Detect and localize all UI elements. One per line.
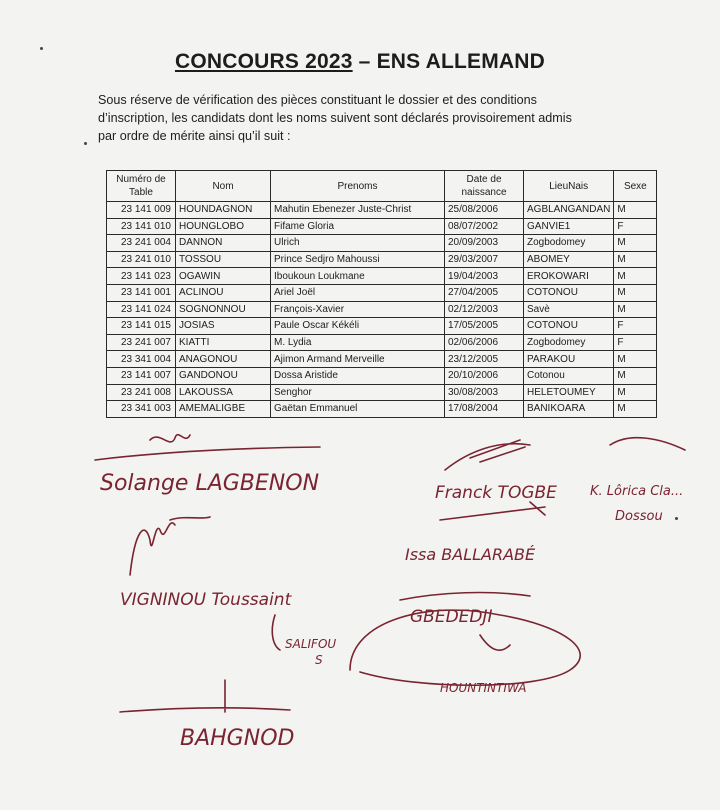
cell-nom: JOSIAS	[176, 318, 271, 335]
paper-speck	[84, 142, 87, 145]
cell-lieu: Savè	[524, 301, 614, 318]
signature-name-9: BAHGNOD	[180, 726, 295, 751]
header-prenoms: Prenoms	[271, 171, 445, 202]
cell-nom: LAKOUSSA	[176, 384, 271, 401]
cell-numero: 23 241 010	[107, 251, 176, 268]
intro-line-1: Sous réserve de vérification des pièces constituant le dossier et des conditions	[98, 93, 537, 107]
cell-lieu: PARAKOU	[524, 351, 614, 368]
cell-date: 17/08/2004	[445, 401, 524, 418]
cell-date: 29/03/2007	[445, 251, 524, 268]
signature-scribble-7	[272, 615, 280, 650]
cell-lieu: COTONOU	[524, 318, 614, 335]
cell-date: 27/04/2005	[445, 284, 524, 301]
cell-sexe: M	[614, 384, 657, 401]
cell-prenoms: Mahutin Ebenezer Juste-Christ	[271, 202, 445, 219]
cell-nom: TOSSOU	[176, 251, 271, 268]
cell-sexe: F	[614, 334, 657, 351]
signature-name-7a: SALIFOU	[285, 637, 337, 651]
cell-date: 20/09/2003	[445, 235, 524, 252]
cell-prenoms: Ariel Joël	[271, 284, 445, 301]
cell-prenoms: Fifame Gloria	[271, 218, 445, 235]
signature-name-8: HOUNTINTIWA	[440, 681, 527, 695]
cell-numero: 23 141 023	[107, 268, 176, 285]
cell-sexe: M	[614, 202, 657, 219]
cell-prenoms: Iboukoun Loukmane	[271, 268, 445, 285]
header-nom: Nom	[176, 171, 271, 202]
signature-scribble-4	[440, 502, 545, 520]
cell-sexe: F	[614, 218, 657, 235]
cell-sexe: M	[614, 235, 657, 252]
paper-speck	[675, 517, 678, 520]
cell-prenoms: Gaëtan Emmanuel	[271, 401, 445, 418]
signature-name-1: Solange LAGBENON	[100, 471, 320, 496]
cell-numero: 23 141 024	[107, 301, 176, 318]
cell-nom: SOGNONNOU	[176, 301, 271, 318]
cell-numero: 23 141 010	[107, 218, 176, 235]
cell-numero: 23 141 001	[107, 284, 176, 301]
cell-nom: ANAGONOU	[176, 351, 271, 368]
cell-prenoms: Senghor	[271, 384, 445, 401]
cell-numero: 23 141 007	[107, 367, 176, 384]
cell-date: 02/06/2006	[445, 334, 524, 351]
cell-date: 17/05/2005	[445, 318, 524, 335]
cell-prenoms: François-Xavier	[271, 301, 445, 318]
intro-line-3: par ordre de mérite ainsi qu’il suit :	[98, 129, 291, 143]
cell-sexe: M	[614, 284, 657, 301]
cell-lieu: COTONOU	[524, 284, 614, 301]
cell-lieu: EROKOWARI	[524, 268, 614, 285]
header-sexe: Sexe	[614, 171, 657, 202]
cell-numero: 23 341 003	[107, 401, 176, 418]
cell-sexe: M	[614, 301, 657, 318]
cell-nom: HOUNGLOBO	[176, 218, 271, 235]
signature-scribble-9	[120, 680, 290, 712]
cell-nom: KIATTI	[176, 334, 271, 351]
cell-sexe: M	[614, 268, 657, 285]
cell-sexe: M	[614, 251, 657, 268]
signature-name-6: GBEDEDJI	[410, 607, 493, 627]
cell-date: 25/08/2006	[445, 202, 524, 219]
signature-name-4: Issa BALLARABÉ	[405, 545, 536, 564]
cell-lieu: Cotonou	[524, 367, 614, 384]
cell-sexe: M	[614, 367, 657, 384]
cell-prenoms: Paule Oscar Kékéli	[271, 318, 445, 335]
cell-lieu: HELETOUMEY	[524, 384, 614, 401]
cell-sexe: M	[614, 401, 657, 418]
cell-nom: AMEMALIGBE	[176, 401, 271, 418]
cell-numero: 23 241 004	[107, 235, 176, 252]
header-date-line1: Date de	[466, 174, 502, 185]
cell-lieu: Zogbodomey	[524, 235, 614, 252]
header-lieu: LieuNais	[524, 171, 614, 202]
cell-numero: 23 141 009	[107, 202, 176, 219]
signature-scribble-6	[400, 593, 530, 600]
cell-lieu: GANVIE1	[524, 218, 614, 235]
cell-date: 20/10/2006	[445, 367, 524, 384]
cell-nom: OGAWIN	[176, 268, 271, 285]
signature-scribble-3	[610, 438, 685, 450]
cell-date: 08/07/2002	[445, 218, 524, 235]
signature-name-2: Franck TOGBE	[435, 483, 557, 503]
intro-line-2: d’inscription, les candidats dont les noms suivent sont déclarés provisoirement admis	[98, 111, 572, 125]
signature-name-7b: S	[315, 653, 323, 667]
cell-lieu: Zogbodomey	[524, 334, 614, 351]
cell-nom: GANDONOU	[176, 367, 271, 384]
cell-date: 30/08/2003	[445, 384, 524, 401]
signature-name-3a: K. Lôrica Cla...	[590, 484, 684, 499]
cell-lieu: ABOMEY	[524, 251, 614, 268]
header-numero-line1: Numéro de	[116, 174, 166, 185]
signature-name-5: VIGNINOU Toussaint	[120, 590, 292, 610]
cell-sexe: F	[614, 318, 657, 335]
cell-numero: 23 341 004	[107, 351, 176, 368]
cell-nom: HOUNDAGNON	[176, 202, 271, 219]
cell-lieu: AGBLANGANDAN	[524, 202, 614, 219]
signature-scribble-1	[150, 435, 190, 442]
signature-name-3b: Dossou	[615, 509, 663, 524]
cell-sexe: M	[614, 351, 657, 368]
signature-scribble-2	[445, 440, 530, 470]
title-contest-year: CONCOURS 2023	[174, 50, 353, 73]
paper-speck	[40, 47, 43, 50]
cell-numero: 23 141 015	[107, 318, 176, 335]
header-numero-line2: Table	[129, 187, 153, 198]
title-subject: – ENS ALLEMAND	[352, 50, 546, 73]
cell-prenoms: Prince Sedjro Mahoussi	[271, 251, 445, 268]
cell-numero: 23 241 007	[107, 334, 176, 351]
signature-scribble-5	[130, 517, 210, 575]
header-date-line2: naissance	[461, 187, 507, 198]
cell-nom: ACLINOU	[176, 284, 271, 301]
cell-prenoms: Dossa Aristide	[271, 367, 445, 384]
cell-lieu: BANIKOARA	[524, 401, 614, 418]
cell-date: 23/12/2005	[445, 351, 524, 368]
cell-prenoms: Ulrich	[271, 235, 445, 252]
cell-numero: 23 241 008	[107, 384, 176, 401]
cell-date: 02/12/2003	[445, 301, 524, 318]
cell-date: 19/04/2003	[445, 268, 524, 285]
signature-underline-1	[95, 447, 320, 460]
cell-prenoms: Ajimon Armand Merveille	[271, 351, 445, 368]
cell-prenoms: M. Lydia	[271, 334, 445, 351]
cell-nom: DANNON	[176, 235, 271, 252]
